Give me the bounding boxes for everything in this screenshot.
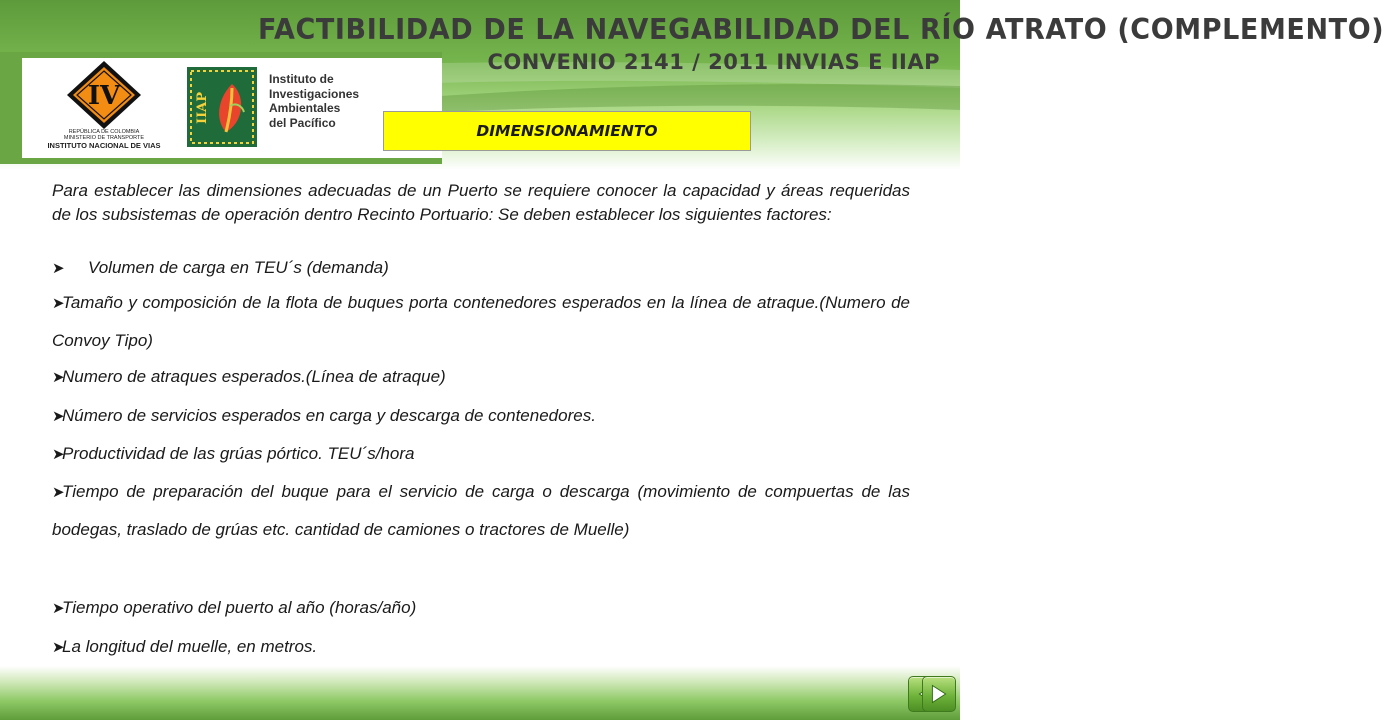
arrow-bullet-icon: ➤ (52, 260, 65, 277)
presentation-subtitle: CONVENIO 2141 / 2011 INVIAS E IIAP (487, 50, 940, 74)
footer-band (0, 666, 960, 720)
arrow-bullet-icon: ➤ (52, 369, 65, 386)
invias-caption (22, 130, 186, 149)
forward-button[interactable] (922, 676, 956, 712)
invias-caption-line1: REPÚBLICA DE COLOMBIA (68, 129, 140, 135)
iiap-logo (186, 66, 258, 148)
logo-panel-inner (22, 58, 442, 158)
list-item (52, 358, 910, 396)
list-item-text: Productividad de las grúas pórtico. TEU´s/hora (62, 444, 415, 463)
invias-logo (66, 60, 142, 130)
list-item-text: La longitud del muelle, en metros. (62, 637, 318, 656)
list-item (52, 435, 910, 473)
iiap-name-line: Instituto de (269, 72, 334, 86)
list-item-text: Tiempo de preparación del buque para el servicio de carga o descarga (movimiento de compuertas de las bodegas, traslado de grúas etc. cantidad de camiones o tractores de Muelle) (52, 482, 910, 539)
arrow-bullet-icon: ➤ (52, 600, 65, 617)
invias-caption-line2: MINISTERIO DE TRANSPORTE (63, 134, 145, 141)
list-item-text: Volumen de carga en TEU´s (demanda) (88, 258, 389, 277)
list-item (52, 397, 910, 435)
arrow-bullet-icon: ➤ (52, 408, 65, 425)
iiap-name-line: Ambientales (269, 101, 341, 115)
list-item-text: Número de servicios esperados en carga y descarga de contenedores. (62, 406, 596, 425)
iiap-name-line: Investigaciones (269, 86, 360, 101)
list-item (52, 473, 910, 548)
list-item-text: Tamaño y composición de la flota de buques porta contenedores esperados en la línea de atraque.(Numero de Convoy Tipo) (52, 293, 910, 350)
presentation-title: FACTIBILIDAD DE LA NAVEGABILIDAD DEL RÍO ATRATO (COMPLEMENTO) (258, 14, 1384, 47)
intro-paragraph: Para establecer las dimensiones adecuadas de un Puerto se requiere conocer la capacidad y áreas requeridas de los subsistemas de operación dentro Recinto Portuario: Se deben establecer los siguientes factores: (52, 181, 910, 224)
arrow-bullet-icon: ➤ (52, 295, 65, 312)
arrow-bullet-icon: ➤ (52, 484, 65, 501)
forward-icon (923, 677, 955, 711)
list-item-text: Tiempo operativo del puerto al año (horas/año) (62, 598, 417, 617)
logo-panel (0, 52, 442, 164)
iiap-name-line: del Pacífico (269, 115, 336, 130)
list-item (52, 256, 910, 281)
list-item (52, 284, 910, 359)
invias-caption-line3: INSTITUTO NACIONAL DE VIAS (47, 140, 161, 150)
iiap-logo-mark: IIAP (195, 91, 210, 125)
arrow-bullet-icon: ➤ (52, 446, 65, 463)
list-item-text: Numero de atraques esperados.(Línea de atraque) (62, 367, 446, 386)
invias-logo-mark: IV (87, 81, 121, 111)
list-item (52, 589, 910, 627)
iiap-name (269, 72, 359, 130)
arrow-bullet-icon: ➤ (52, 639, 65, 656)
list-item (52, 628, 910, 666)
section-title: DIMENSIONAMIENTO (383, 111, 751, 151)
